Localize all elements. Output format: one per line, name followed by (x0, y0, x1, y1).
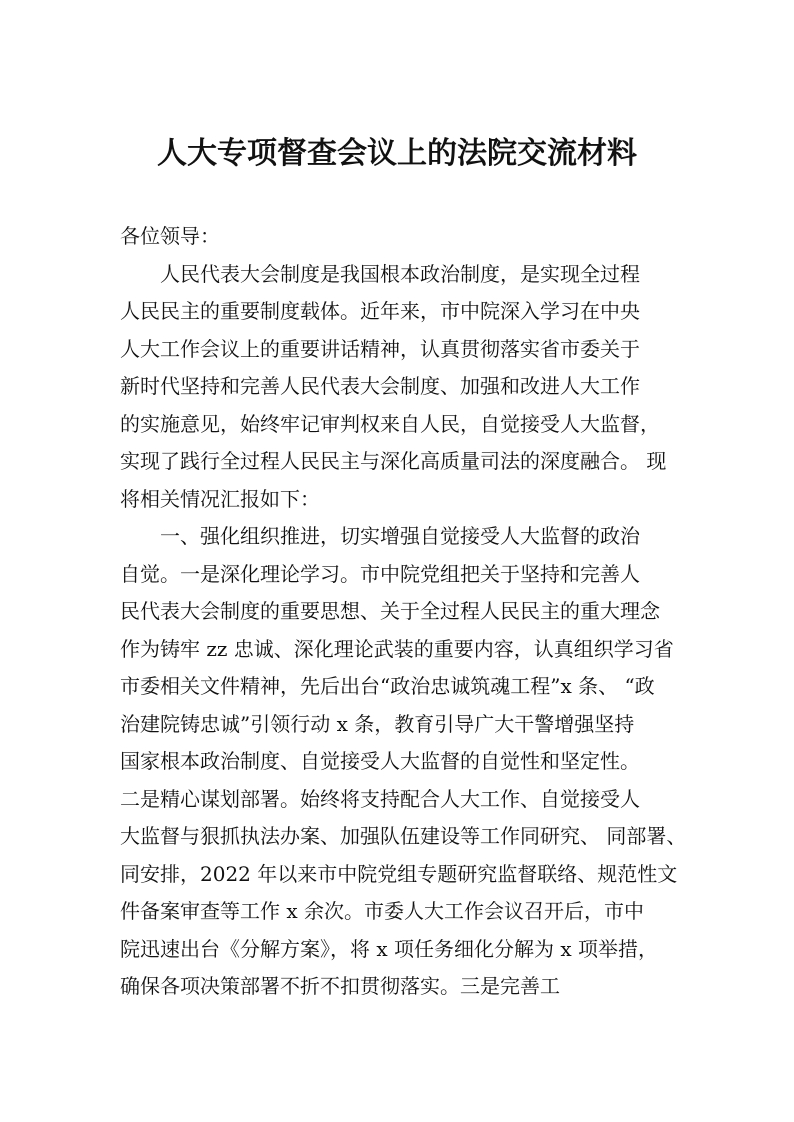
text-line: 新时代坚持和完善人民代表大会制度、加强和改进人大工作 (120, 374, 640, 398)
text-line: 作为铸牢 zz 忠诚、深化理论武装的重要内容，认真组织学习省 (120, 636, 674, 661)
text-line: 二是精心谋划部署。始终将支持配合人大工作、自觉接受人 (120, 786, 640, 811)
text-line: 人民民主的重要制度载体。近年来，市中院深入学习在中央 (120, 299, 640, 323)
text-line: 同安排，2022 年以来市中院党组专题研究监督联络、规范性文 (120, 861, 678, 886)
document-body (120, 218, 687, 1006)
text-line: 件备案审查等工作 x 余次。市委人大工作会议召开后，市中 (120, 899, 644, 923)
text-line: 民代表大会制度的重要思想、关于全过程人民民主的重大理念 (120, 599, 660, 623)
text-line: 市委相关文件精神，先后出台“政治忠诚筑魂工程”x 条、 “政 (120, 674, 655, 698)
text-line: 治建院铸忠诚”引领行动 x 条，教育引导广大干警增强坚持 (120, 711, 635, 736)
text-line: 国家根本政治制度、自觉接受人大监督的自觉性和坚定性。 (120, 749, 640, 773)
text-line: 将相关情况汇报如下： (120, 486, 320, 511)
text-line: 自觉。一是深化理论学习。市中院党组把关于坚持和完善人 (120, 561, 640, 586)
text-line: 人民代表大会制度是我国根本政治制度，是实现全过程 (120, 261, 640, 286)
text-line: 院迅速出台《分解方案》，将 x 项任务细化分解为 x 项举措， (120, 936, 658, 961)
text-line: 大监督与狠抓执法办案、加强队伍建设等工作同研究、 同部署、 (120, 824, 687, 848)
document-title: 人大专项督查会议上的法院交流材料 (157, 136, 637, 171)
text-line: 一、强化组织推进，切实增强自觉接受人大监督的政治 (120, 524, 640, 548)
text-line: 确保各项决策部署不折不扣贯彻落实。三是完善工 (120, 974, 560, 998)
text-line: 各位领导： (120, 224, 220, 248)
text-line: 的实施意见，始终牢记审判权来自人民，自觉接受人大监督， (120, 411, 660, 436)
text-line: 实现了践行全过程人民民主与深化高质量司法的深度融合。 现 (120, 449, 667, 473)
text-line: 人大工作会议上的重要讲话精神，认真贯彻落实省市委关于 (120, 336, 640, 361)
